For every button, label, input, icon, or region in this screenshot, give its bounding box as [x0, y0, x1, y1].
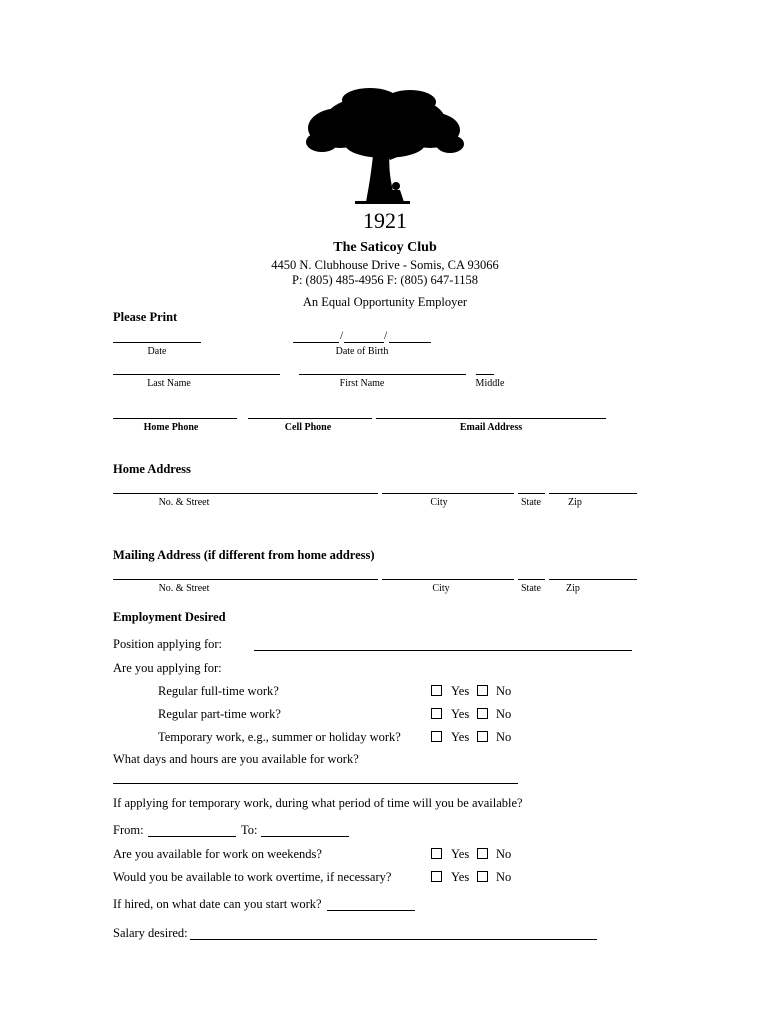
home-state-field[interactable] [518, 493, 545, 494]
home-phone-caption: Home Phone [143, 422, 199, 433]
dob-caption: Date of Birth [335, 346, 389, 357]
mailing-street-field[interactable] [113, 579, 378, 580]
weekends-question: Are you available for work on weekends? [113, 847, 322, 861]
last-name-caption: Last Name [147, 378, 191, 389]
mailing-city-caption: City [432, 583, 450, 594]
cell-phone-caption: Cell Phone [284, 422, 332, 433]
email-field[interactable] [376, 418, 606, 419]
home-street-caption: No. & Street [158, 497, 210, 508]
from-date-field[interactable] [148, 836, 236, 837]
to-label: To: [241, 823, 258, 837]
overtime-question: Would you be available to work overtime, if necessary? [113, 870, 392, 884]
overtime-yes-label: Yes [451, 870, 470, 884]
salary-field[interactable] [190, 939, 597, 940]
email-caption: Email Address [459, 422, 523, 433]
overtime-yes-checkbox[interactable] [431, 871, 442, 882]
founding-year: 1921 [363, 208, 407, 233]
dob-year-field[interactable] [389, 342, 431, 343]
home-zip-field[interactable] [549, 493, 637, 494]
mailing-address-heading: Mailing Address (if different from home address) [113, 548, 375, 562]
weekends-yes-label: Yes [451, 847, 470, 861]
mailing-zip-field[interactable] [549, 579, 637, 580]
parttime-yes-label: Yes [451, 707, 470, 721]
home-state-caption: State [521, 497, 541, 508]
home-address-heading: Home Address [113, 462, 191, 476]
mailing-state-field[interactable] [518, 579, 545, 580]
mailing-state-caption: State [521, 583, 541, 594]
cell-phone-field[interactable] [248, 418, 372, 419]
to-date-field[interactable] [261, 836, 349, 837]
overtime-no-label: No [496, 870, 512, 884]
from-label: From: [113, 823, 144, 837]
position-label: Position applying for: [113, 637, 223, 651]
dob-separator-1: / [340, 330, 344, 342]
dob-day-field[interactable] [344, 342, 384, 343]
salary-label: Salary desired: [113, 926, 188, 940]
position-field[interactable] [254, 650, 632, 651]
start-date-field[interactable] [327, 910, 415, 911]
fulltime-question: Regular full-time work? [158, 684, 279, 698]
please-print-heading: Please Print [113, 310, 178, 324]
weekends-no-label: No [496, 847, 512, 861]
fulltime-no-checkbox[interactable] [477, 685, 488, 696]
first-name-caption: First Name [339, 378, 385, 389]
weekends-yes-checkbox[interactable] [431, 848, 442, 859]
middle-initial-field[interactable] [476, 374, 494, 375]
temporary-no-label: No [496, 730, 512, 744]
club-name: The Saticoy Club [333, 240, 437, 255]
dob-separator-2: / [384, 330, 388, 342]
mailing-zip-caption: Zip [566, 583, 580, 594]
temporary-yes-label: Yes [451, 730, 470, 744]
last-name-field[interactable] [113, 374, 280, 375]
days-hours-question: What days and hours are you available for work? [113, 752, 359, 766]
home-zip-caption: Zip [568, 497, 582, 508]
parttime-question: Regular part-time work? [158, 707, 281, 721]
home-city-caption: City [430, 497, 448, 508]
saticoy-tree-logo [300, 86, 470, 210]
employment-desired-heading: Employment Desired [113, 610, 226, 624]
start-date-question: If hired, on what date can you start work? [113, 897, 322, 911]
date-field[interactable] [113, 342, 201, 343]
parttime-no-label: No [496, 707, 512, 721]
club-phones: P: (805) 485-4956 F: (805) 647-1158 [292, 273, 478, 287]
date-caption: Date [147, 346, 167, 357]
temporary-no-checkbox[interactable] [477, 731, 488, 742]
days-hours-field[interactable] [113, 783, 518, 784]
applying-for-label: Are you applying for: [113, 661, 222, 675]
equal-opportunity-statement: An Equal Opportunity Employer [302, 295, 468, 309]
fulltime-no-label: No [496, 684, 512, 698]
weekends-no-checkbox[interactable] [477, 848, 488, 859]
parttime-no-checkbox[interactable] [477, 708, 488, 719]
fulltime-yes-checkbox[interactable] [431, 685, 442, 696]
mailing-city-field[interactable] [382, 579, 514, 580]
club-address: 4450 N. Clubhouse Drive - Somis, CA 93066 [271, 258, 499, 272]
mailing-street-caption: No. & Street [158, 583, 210, 594]
fulltime-yes-label: Yes [451, 684, 470, 698]
parttime-yes-checkbox[interactable] [431, 708, 442, 719]
first-name-field[interactable] [299, 374, 466, 375]
middle-caption: Middle [475, 378, 505, 389]
home-city-field[interactable] [382, 493, 514, 494]
temporary-yes-checkbox[interactable] [431, 731, 442, 742]
home-street-field[interactable] [113, 493, 378, 494]
home-phone-field[interactable] [113, 418, 237, 419]
temporary-question: Temporary work, e.g., summer or holiday work? [158, 730, 401, 744]
temp-period-question: If applying for temporary work, during what period of time will you be available? [113, 796, 523, 810]
overtime-no-checkbox[interactable] [477, 871, 488, 882]
dob-month-field[interactable] [293, 342, 339, 343]
